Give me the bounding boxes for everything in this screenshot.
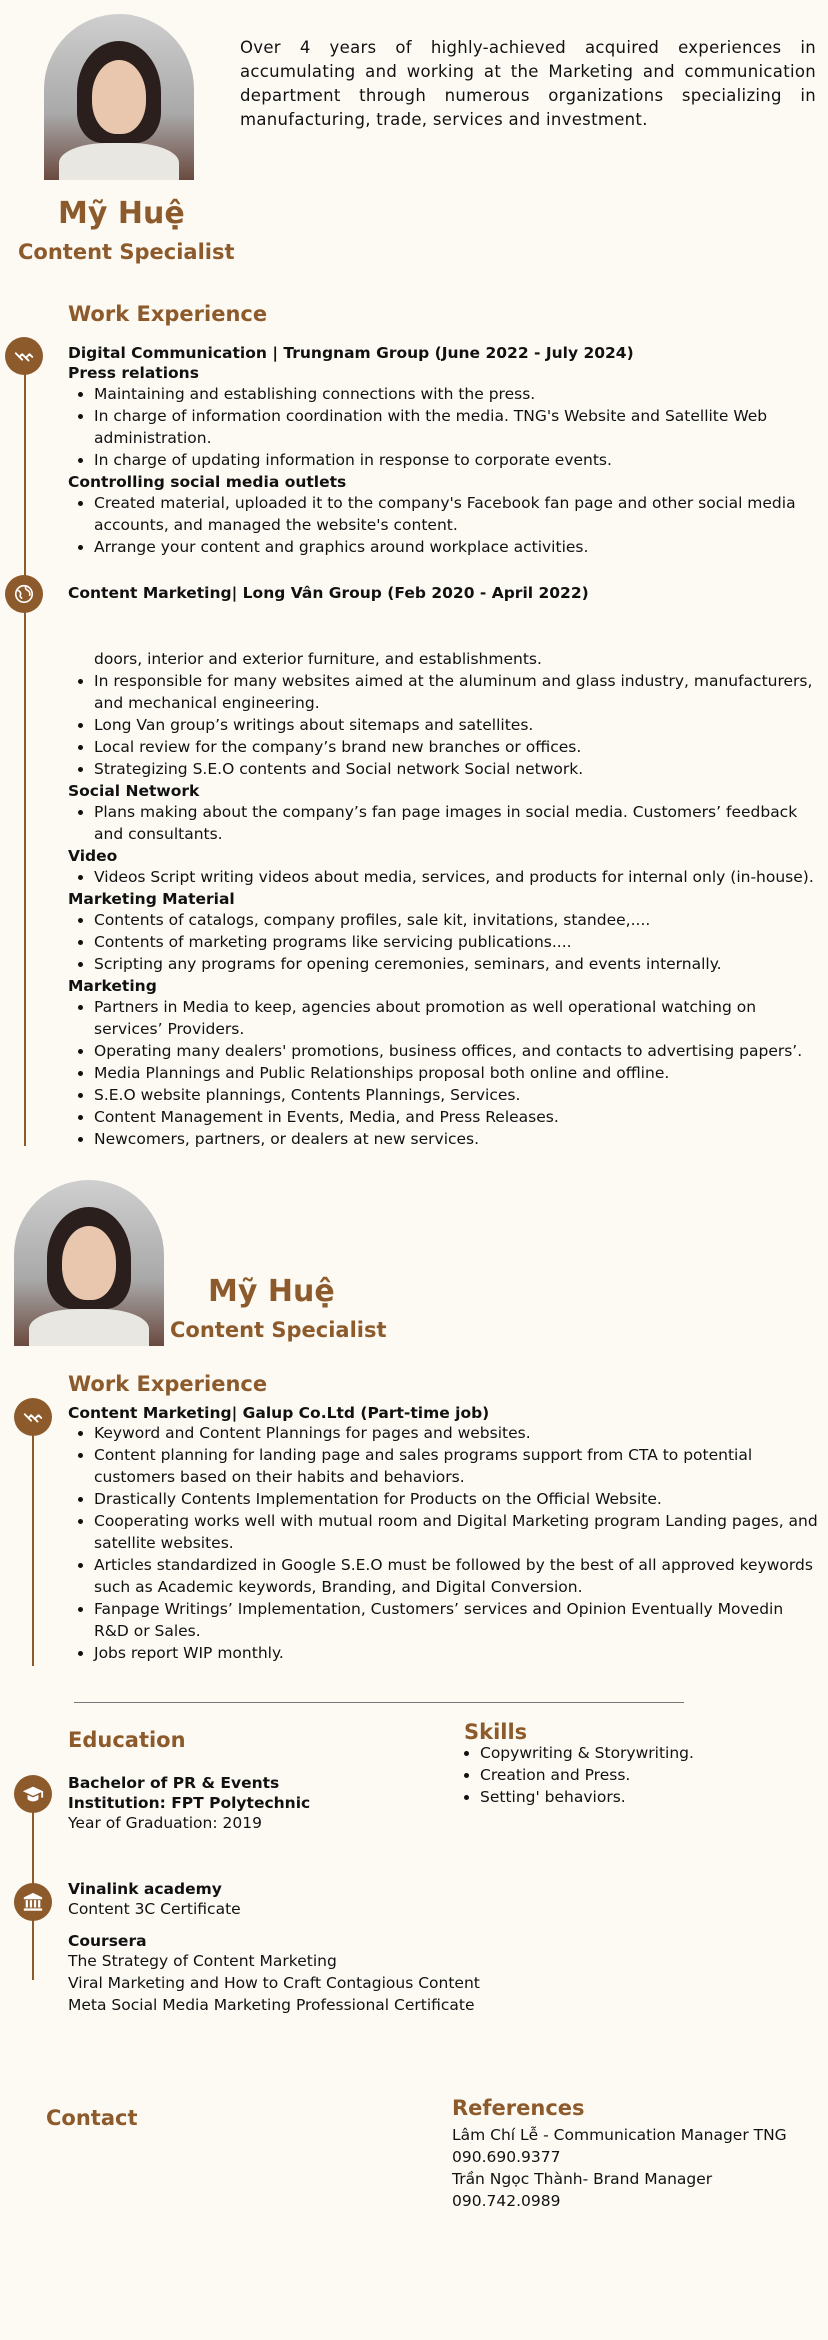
list-item: • Local review for the company’s brand new branches or offices.: [94, 736, 818, 758]
degree-name: Bachelor of PR & Events: [68, 1774, 280, 1792]
section-heading: Marketing: [68, 977, 157, 995]
graduation-year: Year of Graduation: 2019: [68, 1814, 262, 1832]
list-item: • Partners in Media to keep, agencies about promotion as well operational watching on services’ Providers.: [94, 996, 818, 1040]
section-heading: Marketing Material: [68, 890, 235, 908]
section-heading: Social Network: [68, 782, 200, 800]
list-item: • Videos Script writing videos about media, services, and products for internal only (in-house).: [94, 866, 818, 888]
handshake-icon: [22, 1406, 44, 1428]
job-longvan-details: [68, 648, 818, 1150]
list-item: • Operating many dealers' promotions, business offices, and contacts to advertising papers’.: [94, 1040, 818, 1062]
profile-role: Content Specialist: [18, 240, 235, 264]
list-item: • S.E.O website plannings, Contents Plannings, Services.: [94, 1084, 818, 1106]
list-item: • Cooperating works well with mutual room and Digital Marketing program Landing pages, and satellite websites.: [94, 1510, 818, 1554]
list-item: • Content planning for landing page and sales programs support from CTA to potential customers based on their habits and behaviors.: [94, 1444, 818, 1488]
list-item: • Contents of catalogs, company profiles, sale kit, invitations, standee,....: [94, 909, 818, 931]
timeline-node: [14, 1398, 52, 1436]
continued-text: doors, interior and exterior furniture, and establishments.: [94, 650, 542, 668]
academy-certificate: Content 3C Certificate: [68, 1900, 241, 1918]
contact-title: Contact: [46, 2106, 138, 2130]
academy-name: Vinalink academy: [68, 1880, 222, 1898]
list-item: • Contents of marketing programs like servicing publications....: [94, 931, 818, 953]
timeline-line: [32, 1400, 34, 1666]
section-heading: Press relations: [68, 364, 199, 382]
course-item: Viral Marketing and How to Craft Contagious Content: [68, 1974, 480, 1992]
timeline-node: [14, 1883, 52, 1921]
course-item: The Strategy of Content Marketing: [68, 1952, 337, 1970]
handshake-icon: [13, 345, 35, 367]
profile-photo: [14, 1180, 164, 1346]
job-title: Content Marketing| Galup Co.Ltd (Part-time job): [68, 1404, 490, 1422]
course-item: Meta Social Media Marketing Professional Certificate: [68, 1996, 475, 2014]
reference-line: Lâm Chí Lễ - Communication Manager TNG: [452, 2126, 787, 2144]
section-heading: Video: [68, 847, 118, 865]
list-item: • Keyword and Content Plannings for pages and websites.: [94, 1422, 818, 1444]
skills-title: Skills: [464, 1720, 528, 1744]
list-item: • Content Management in Events, Media, and Press Releases.: [94, 1106, 818, 1128]
reference-line: 090.690.9377: [452, 2148, 561, 2166]
list-item: • Long Van group’s writings about sitemaps and satellites.: [94, 714, 818, 736]
list-item: • In charge of information coordination with the media. TNG's Website and Satellite Web administration.: [94, 405, 818, 449]
reference-line: Trần Ngọc Thành- Brand Manager: [452, 2170, 713, 2188]
skill-item: • Setting' behaviors.: [480, 1786, 814, 1808]
timeline-node: [5, 575, 43, 613]
list-item: • Jobs report WIP monthly.: [94, 1642, 818, 1664]
institution-name: Institution: FPT Polytechnic: [68, 1794, 311, 1812]
profile-name: Mỹ Huệ: [58, 196, 185, 231]
references-list: [452, 2124, 822, 2212]
references-title: References: [452, 2096, 585, 2120]
job-galup: [68, 1404, 818, 1664]
section-divider: [74, 1702, 684, 1703]
work-experience-title: Work Experience: [68, 1372, 268, 1396]
list-item: • Newcomers, partners, or dealers at new services.: [94, 1128, 818, 1150]
job-title: Content Marketing| Long Vân Group (Feb 2020 - April 2022): [68, 584, 589, 602]
profile-role: Content Specialist: [170, 1318, 387, 1342]
list-item: • Fanpage Writings’ Implementation, Customers’ services and Opinion Eventually Movedin R&D or Sales.: [94, 1598, 818, 1642]
list-item: • Plans making about the company’s fan page images in social media. Customers’ feedback and consultants.: [94, 801, 818, 845]
list-item: • Articles standardized in Google S.E.O must be followed by the best of all approved keywords such as Academic keywords, Branding, and Digital Conversion.: [94, 1554, 818, 1598]
list-item: • Arrange your content and graphics around workplace activities.: [94, 536, 818, 558]
section-heading: Controlling social media outlets: [68, 473, 347, 491]
coursera-name: Coursera: [68, 1932, 147, 1950]
job-title: Digital Communication | Trungnam Group (June 2022 - July 2024): [68, 344, 634, 362]
list-item: • Scripting any programs for opening ceremonies, seminars, and events internally.: [94, 953, 818, 975]
timeline-line: [24, 338, 26, 1146]
skills-list: [454, 1742, 814, 1808]
job-trungnam: [68, 344, 818, 558]
list-item: • In charge of updating information in response to corporate events.: [94, 449, 818, 471]
list-item: • In responsible for many websites aimed at the aluminum and glass industry, manufacturers, and mechanical engineering.: [94, 670, 818, 714]
list-item: • Media Plannings and Public Relationships proposal both online and offline.: [94, 1062, 818, 1084]
profile-name: Mỹ Huệ: [208, 1274, 335, 1309]
profile-summary: Over 4 years of highly-achieved acquired experiences in accumulating and working at the Marketing and communication department through numerous organizations specializing in manufacturing, trade, services and investment.: [240, 38, 816, 129]
work-experience-title: Work Experience: [68, 302, 268, 326]
reference-line: 090.742.0989: [452, 2192, 561, 2210]
list-item: • Created material, uploaded it to the company's Facebook fan page and other social media accounts, and managed the website's content.: [94, 492, 818, 536]
education-degree: [68, 1774, 428, 1834]
skill-item: • Copywriting & Storywriting.: [480, 1742, 814, 1764]
timeline-node: [5, 337, 43, 375]
globe-icon: [13, 583, 35, 605]
list-item: • Strategizing S.E.O contents and Social network Social network.: [94, 758, 818, 780]
graduation-cap-icon: [22, 1783, 44, 1805]
list-item: • Drastically Contents Implementation for Products on the Official Website.: [94, 1488, 818, 1510]
timeline-node: [14, 1775, 52, 1813]
skill-item: • Creation and Press.: [480, 1764, 814, 1786]
education-title: Education: [68, 1728, 186, 1752]
building-columns-icon: [22, 1891, 44, 1913]
education-academy: [68, 1880, 528, 2016]
list-item: • Maintaining and establishing connections with the press.: [94, 383, 818, 405]
profile-photo: [44, 14, 194, 180]
